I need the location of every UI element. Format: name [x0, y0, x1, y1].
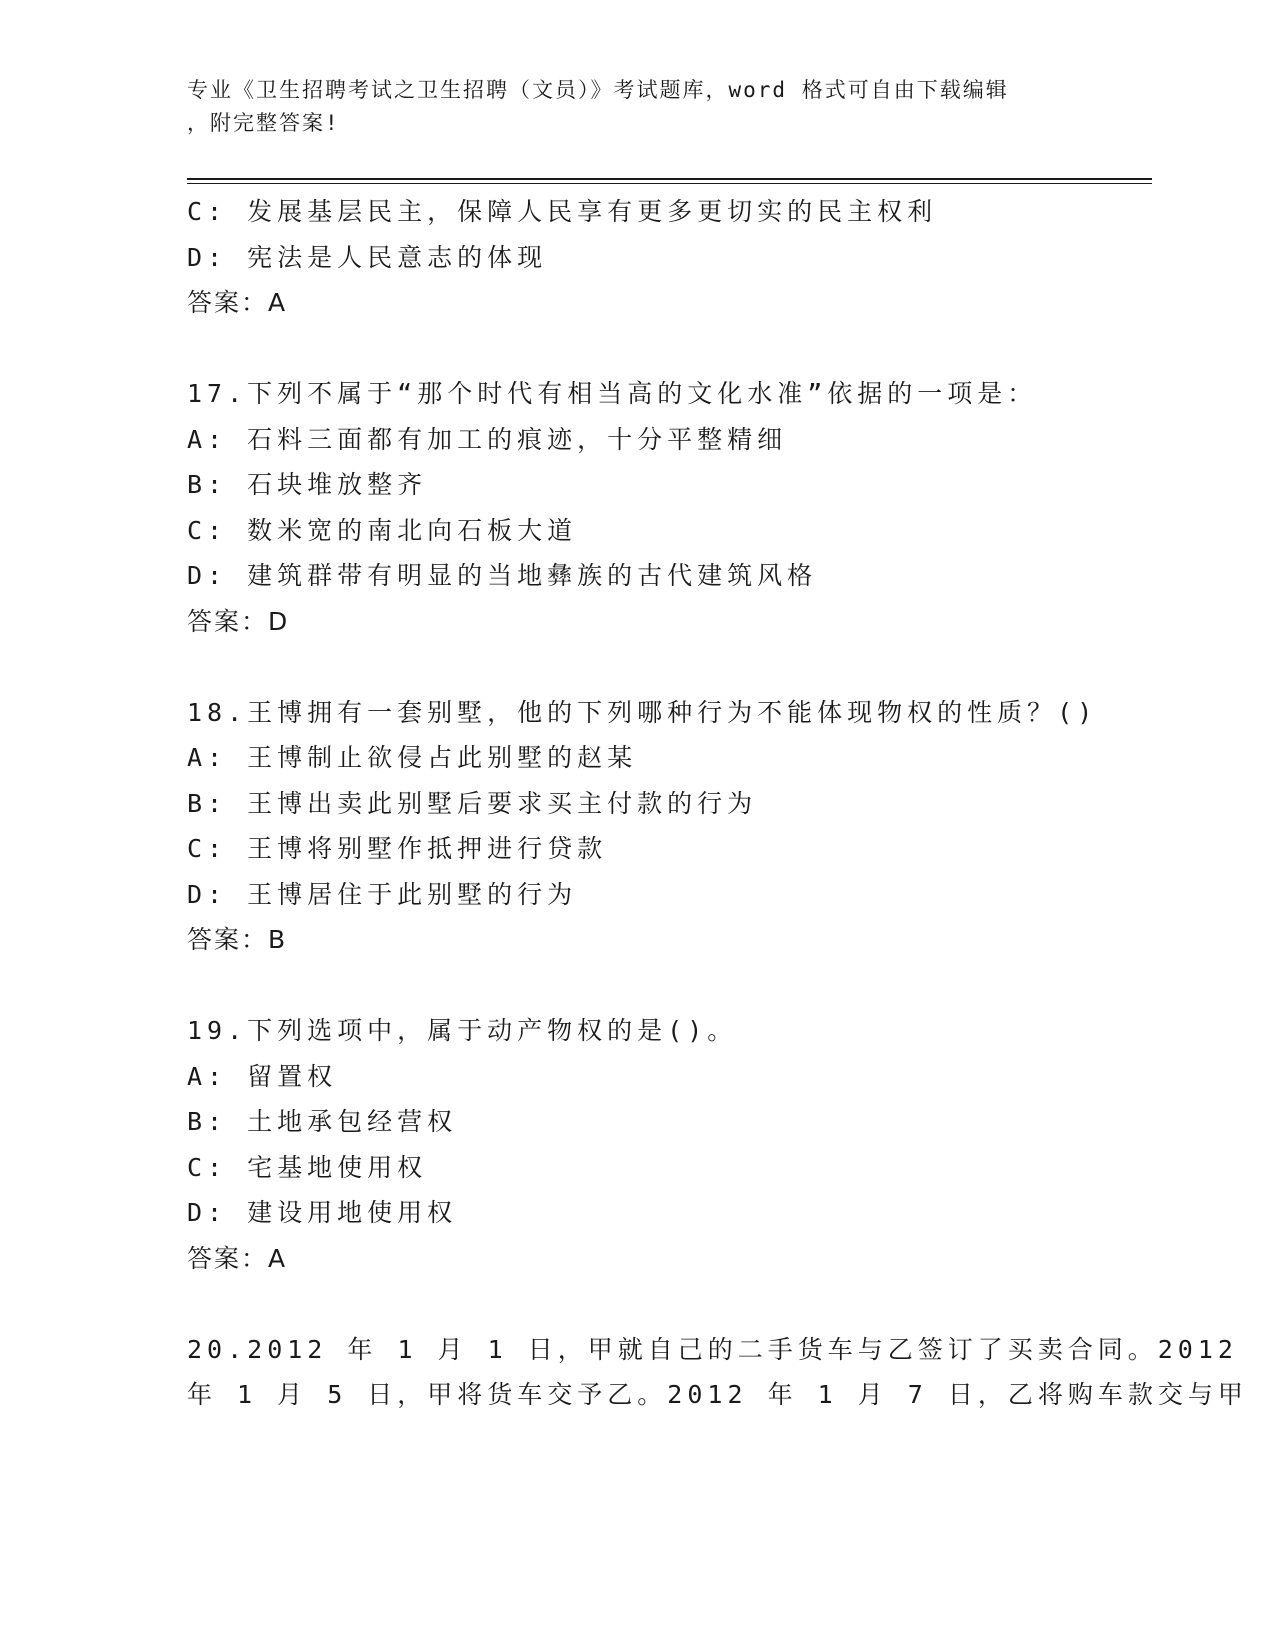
q17-question: 17.下列不属于“那个时代有相当高的文化水准”依据的一项是： [187, 379, 1038, 408]
q19-option-c: C: 宅基地使用权 [187, 1152, 428, 1182]
q19-option-b: B: 土地承包经营权 [187, 1107, 458, 1136]
q18-answer: 答案：B [187, 925, 288, 954]
header-line-2: ，附完整答案! [187, 111, 340, 135]
q19-option-a: A: 留置权 [187, 1061, 338, 1091]
q20-question-line-2: 年 1 月 5 日，甲将货车交予乙。2012 年 1 月 7 日，乙将购车款交与甲 [187, 1380, 1248, 1409]
spacer [187, 963, 1087, 1009]
q18-question: 18.王博拥有一套别墅，他的下列哪种行为不能体现物权的性质？() [187, 697, 1098, 727]
spacer [187, 1281, 1087, 1327]
q19-answer: 答案：A [187, 1243, 288, 1273]
q19-option-d: D: 建设用地使用权 [187, 1198, 458, 1227]
q19-question: 19.下列选项中，属于动产物权的是()。 [187, 1016, 738, 1045]
q18-option-b: B: 王博出卖此别墅后要求买主付款的行为 [187, 788, 758, 818]
question-list [187, 189, 1248, 1418]
q17-option-b: B: 石块堆放整齐 [187, 470, 428, 499]
q18-option-c: C: 王博将别墅作抵押进行贷款 [187, 834, 608, 863]
spacer [187, 326, 1087, 372]
q18-option-d: D: 王博居住于此别墅的行为 [187, 879, 578, 909]
q16-option-d: D: 宪法是人民意志的体现 [187, 242, 548, 272]
q17-option-d: D: 建筑群带有明显的当地彝族的古代建筑风格 [187, 561, 818, 590]
document-header [187, 74, 1067, 140]
spacer [187, 644, 1087, 690]
q17-option-c: C: 数米宽的南北向石板大道 [187, 515, 578, 545]
header-rule-thin [187, 183, 1152, 184]
q17-option-a: A: 石料三面都有加工的痕迹，十分平整精细 [187, 424, 788, 454]
q18-option-a: A: 王博制止欲侵占此别墅的赵某 [187, 743, 638, 772]
q17-answer: 答案：D [187, 606, 290, 636]
q20-question-line-1: 20.2012 年 1 月 1 日，甲就自己的二手货车与乙签订了买卖合同。2012 [187, 1334, 1238, 1364]
q16-option-c: C: 发展基层民主，保障人民享有更多更切实的民主权利 [187, 197, 938, 226]
header-rule-thick [187, 178, 1152, 180]
q16-answer: 答案：A [187, 288, 288, 317]
header-line-1: 专业《卫生招聘考试之卫生招聘（文员）》考试题库，word 格式可自由下载编辑 [187, 78, 1009, 102]
